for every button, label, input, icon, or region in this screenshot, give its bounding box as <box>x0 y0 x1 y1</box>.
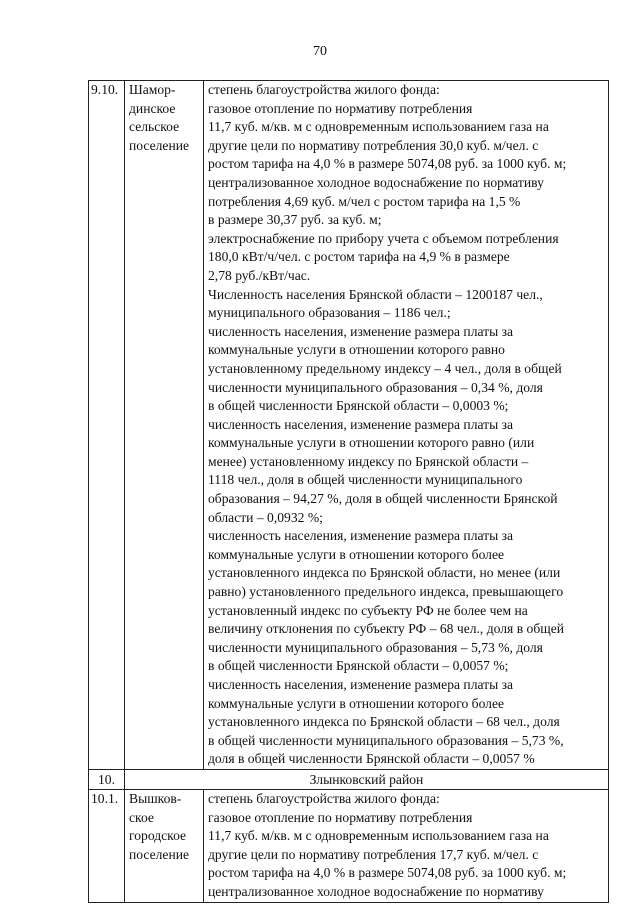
document-table <box>88 80 609 903</box>
table-row-region <box>89 769 609 789</box>
content-line: установленного индекса по Брянской области, но менее (или <box>208 565 561 581</box>
row-number: 9.10. <box>89 81 125 770</box>
content-line: коммунальные услуги в отношении которого более <box>208 695 505 711</box>
content-line: централизованное холодное водоснабжение по нормативу <box>208 174 544 190</box>
content-line: муниципального образования – 1186 чел.; <box>208 305 451 321</box>
content-line: электроснабжение по прибору учета с объемом потребления <box>208 230 559 246</box>
content-line: установленному предельному индексу – 4 чел., доля в общей <box>208 360 562 376</box>
row-number: 10.1. <box>89 789 125 902</box>
region-name: Злынковский район <box>125 769 609 789</box>
content-line: в общей численности Брянской области – 0,0003 %; <box>208 398 509 414</box>
content-line: 11,7 куб. м/кв. м с одновременным использованием газа на <box>208 828 549 844</box>
content-line: централизованное холодное водоснабжение по нормативу <box>208 883 544 899</box>
settlement-name-line: динское <box>129 100 176 116</box>
settlement-name-line: поселение <box>129 846 190 862</box>
content-line: менее) установленному индексу по Брянской области – <box>208 453 529 469</box>
content-line: потребления 4,69 куб. м/чел с ростом тарифа на 1,5 % <box>208 193 521 209</box>
content-line: величину отклонения по субъекту РФ – 68 чел., доля в общей <box>208 621 565 637</box>
content-line: в размере 30,37 руб. за куб. м; <box>208 212 382 228</box>
content-line: 11,7 куб. м/кв. м с одновременным использованием газа на <box>208 119 549 135</box>
page-number: 70 <box>313 44 327 59</box>
row-content <box>204 81 609 770</box>
table-row-9-10 <box>89 81 609 770</box>
content-line: доля в общей численности Брянской области – 0,0057 % <box>208 751 535 767</box>
content-line: образования – 94,27 %, доля в общей численности Брянской <box>208 491 558 507</box>
content-line: равно) установленного предельного индекса, превышающего <box>208 584 564 600</box>
content-line: газовое отопление по нормативу потребления <box>208 809 473 825</box>
content-line: численность населения, изменение размера платы за <box>208 416 514 432</box>
content-line: области – 0,0932 %; <box>208 509 323 525</box>
settlement-name <box>125 81 204 770</box>
content-line: коммунальные услуги в отношении которого равно (или <box>208 435 535 451</box>
content-line: 2,78 руб./кВт/час. <box>208 267 311 283</box>
settlement-name-line: поселение <box>129 137 190 153</box>
content-line: численности муниципального образования – 5,73 %, доля <box>208 639 543 655</box>
content-line: коммунальные услуги в отношении которого более <box>208 546 505 562</box>
content-line: степень благоустройства жилого фонда: <box>208 82 440 97</box>
content-line: ростом тарифа на 4,0 % в размере 5074,08 руб. за 1000 куб. м; <box>208 156 567 172</box>
settlement-name <box>125 789 204 902</box>
content-line: в общей численности Брянской области – 0,0057 %; <box>208 658 509 674</box>
region-number: 10. <box>89 769 125 789</box>
content-line: численность населения, изменение размера платы за <box>208 528 514 544</box>
content-line: установленного индекса по Брянской области – 68 чел., доля <box>208 714 560 730</box>
content-line: коммунальные услуги в отношении которого равно <box>208 342 505 358</box>
table-row-10-1 <box>89 789 609 902</box>
content-line: другие цели по нормативу потребления 30,0 куб. м/чел. с <box>208 137 539 153</box>
content-line: степень благоустройства жилого фонда: <box>208 790 440 806</box>
content-line: установленный индекс по субъекту РФ не более чем на <box>208 602 528 618</box>
settlement-name-line: Шамор- <box>129 82 176 97</box>
settlement-name-line: Вышков- <box>129 790 182 806</box>
settlement-name-line: городское <box>129 828 187 844</box>
content-line: ростом тарифа на 4,0 % в размере 5074,08 руб. за 1000 куб. м; <box>208 865 567 881</box>
content-line: 1118 чел., доля в общей численности муниципального <box>208 472 523 488</box>
content-line: 180,0 кВт/ч/чел. с ростом тарифа на 4,9 % в размере <box>208 249 510 265</box>
settlement-name-line: сельское <box>129 119 180 135</box>
content-line: другие цели по нормативу потребления 17,7 куб. м/чел. с <box>208 846 539 862</box>
content-line: газовое отопление по нормативу потребления <box>208 100 473 116</box>
content-line: в общей численности муниципального образования – 5,73 %, <box>208 732 564 748</box>
content-line: Численность населения Брянской области – 1200187 чел., <box>208 286 543 302</box>
content-line: численность населения, изменение размера платы за <box>208 323 514 339</box>
content-line: численность населения, изменение размера платы за <box>208 677 514 692</box>
settlement-name-line: ское <box>129 809 154 825</box>
content-line: численности муниципального образования – 0,34 %, доля <box>208 379 543 395</box>
row-content <box>204 789 609 902</box>
